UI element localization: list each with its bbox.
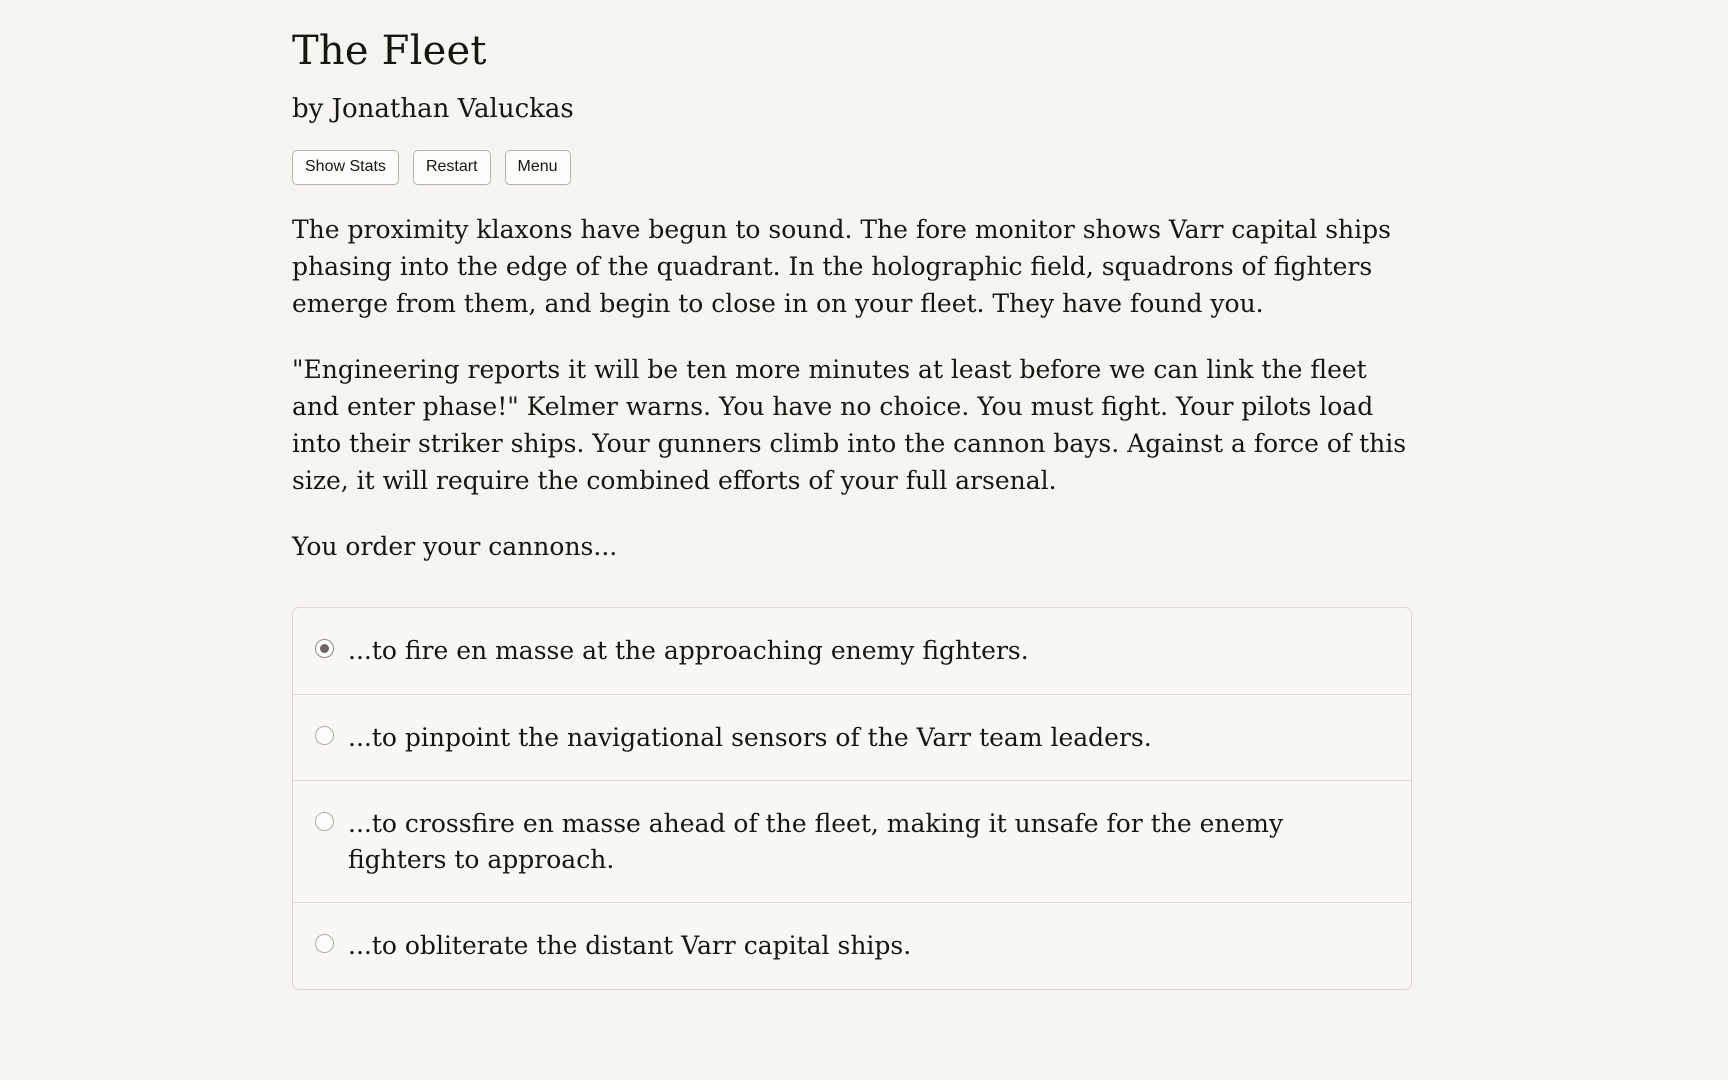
choice-option[interactable] <box>293 903 1411 989</box>
choice-list <box>292 607 1412 990</box>
author-byline: by Jonathan Valuckas <box>292 94 574 124</box>
radio-icon[interactable] <box>315 639 334 658</box>
restart-button[interactable]: Restart <box>413 150 491 185</box>
story-paragraph: "Engineering reports it will be ten more minutes at least before we can link the fleet and enter phase!" Kelmer warns. You have no choice. You must fight. Your pilots load into their striker ships. Your gunners climb into the cannon bays. Against a force of this size, it will require the combined efforts of your full arsenal. <box>292 355 1407 495</box>
show-stats-button[interactable]: Show Stats <box>292 150 399 185</box>
choice-option[interactable] <box>293 695 1411 782</box>
radio-icon[interactable] <box>315 726 334 745</box>
toolbar <box>292 150 1452 185</box>
choice-label: ...to obliterate the distant Varr capital ships. <box>348 931 912 960</box>
story-paragraph: The proximity klaxons have begun to sound. The fore monitor shows Varr capital ships phasing into the edge of the quadrant. In the holographic field, squadrons of fighters emerge from them, and begin to close in on your fleet. They have found you. <box>292 215 1391 318</box>
choice-label: ...to pinpoint the navigational sensors of the Varr team leaders. <box>348 722 1152 752</box>
story-text <box>292 211 1452 565</box>
choice-label: ...to crossfire en masse ahead of the fleet, making it unsafe for the enemy fighters to approach. <box>348 809 1284 874</box>
story-container <box>292 18 1452 990</box>
radio-icon[interactable] <box>315 934 334 953</box>
choice-label: ...to fire en masse at the approaching enemy fighters. <box>348 636 1029 665</box>
story-paragraph: You order your cannons... <box>292 532 618 561</box>
choice-option[interactable] <box>293 608 1411 695</box>
radio-icon[interactable] <box>315 812 334 831</box>
menu-button[interactable]: Menu <box>505 150 571 185</box>
page-title: The Fleet <box>292 28 487 74</box>
choice-option[interactable] <box>293 781 1411 903</box>
